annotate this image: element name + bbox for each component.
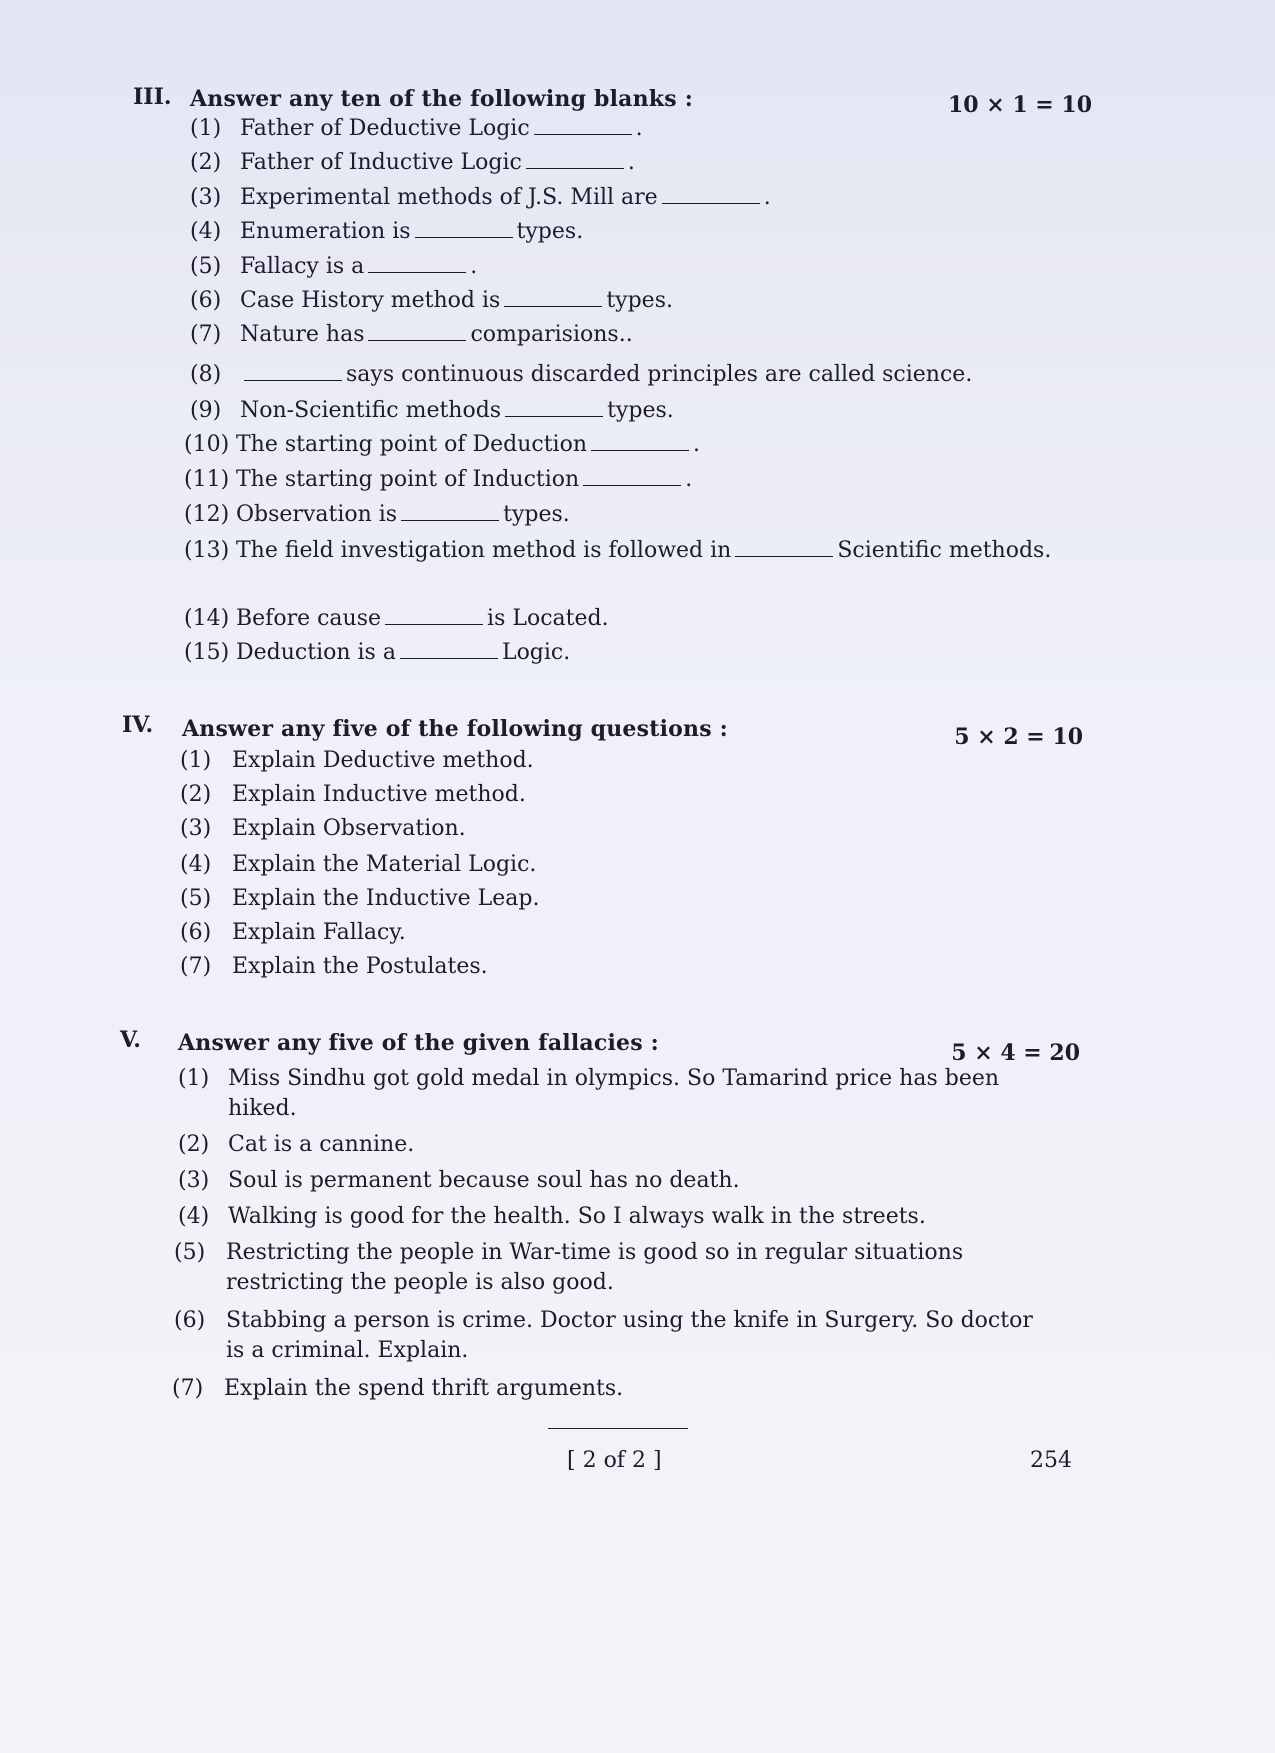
answer-blank[interactable]	[662, 185, 760, 204]
answer-blank[interactable]	[735, 538, 833, 557]
question-text: Explain Deductive method.	[232, 748, 534, 773]
question-number: (11)	[184, 467, 230, 492]
question-text-after: comparisions..	[470, 322, 633, 347]
answer-blank[interactable]	[415, 219, 513, 238]
question-text: Deduction is a	[236, 640, 396, 665]
question-number: (14)	[184, 606, 230, 631]
question-text: Non-Scientific methods	[240, 398, 502, 423]
question-number: (5)	[174, 1240, 206, 1265]
question-number: (5)	[180, 886, 212, 911]
question-number: (1)	[190, 116, 222, 141]
answer-blank[interactable]	[526, 150, 624, 169]
section-marks: 5 × 4 = 20	[951, 1040, 1080, 1066]
answer-blank[interactable]	[368, 322, 466, 341]
question-number: (15)	[184, 640, 230, 665]
question-number: (8)	[190, 362, 222, 387]
question-text-after: types.	[606, 288, 673, 313]
question-text: Miss Sindhu got gold medal in olympics. So Tamarind price has been hiked.	[228, 1066, 1000, 1121]
section-number: III.	[133, 84, 172, 110]
section-heading: Answer any five of the following questions :	[182, 716, 728, 742]
question-text: Restricting the people in War-time is good so in regular situations restricting the people is also good.	[226, 1240, 964, 1295]
question-text: Explain the Inductive Leap.	[232, 886, 540, 911]
question-text: Explain Inductive method.	[232, 782, 526, 807]
question-number: (2)	[178, 1132, 210, 1157]
question-text-after: types.	[516, 219, 584, 244]
answer-blank[interactable]	[505, 398, 603, 417]
answer-blank[interactable]	[244, 362, 342, 381]
question-number: (13)	[184, 538, 230, 563]
question-number: (10)	[184, 432, 230, 457]
question-number: (7)	[180, 954, 212, 979]
section-marks: 10 × 1 = 10	[947, 92, 1092, 118]
question-number: (6)	[180, 920, 212, 945]
question-text: The starting point of Induction	[236, 467, 580, 492]
question-number: (5)	[190, 254, 222, 279]
question-text-after: .	[685, 467, 693, 492]
question-text-after: .	[470, 254, 478, 279]
question-number: (1)	[180, 748, 212, 773]
section-marks: 5 × 2 = 10	[954, 724, 1083, 750]
question-number: (3)	[190, 185, 222, 210]
end-rule	[548, 1428, 688, 1429]
question-text-after: Scientific methods.	[837, 538, 1052, 563]
question-text-after: types.	[503, 502, 570, 527]
question-text: The starting point of Deduction	[236, 432, 588, 457]
question-number: (1)	[178, 1066, 210, 1091]
question-text-after: is Located.	[487, 606, 609, 631]
question-text-after: .	[627, 150, 635, 175]
question-text-after: types.	[607, 398, 674, 423]
question-text: Walking is good for the health. So I always walk in the streets.	[228, 1204, 926, 1229]
question-number: (3)	[180, 816, 212, 841]
question-number: (4)	[190, 219, 222, 244]
section-number: IV.	[122, 712, 154, 738]
answer-blank[interactable]	[401, 502, 499, 521]
answer-blank[interactable]	[591, 432, 689, 451]
question-text: Cat is a cannine.	[228, 1132, 415, 1157]
section-number: V.	[120, 1027, 141, 1053]
section-heading: Answer any ten of the following blanks :	[190, 86, 694, 112]
question-number: (9)	[190, 398, 222, 423]
question-text: Stabbing a person is crime. Doctor using the knife in Surgery. So doctor is a criminal. Explain.	[226, 1308, 1033, 1363]
answer-blank[interactable]	[534, 116, 632, 135]
question-number: (6)	[174, 1308, 206, 1333]
question-text: The field investigation method is followed in	[236, 538, 732, 563]
question-number: (2)	[190, 150, 222, 175]
question-text: Before cause	[236, 606, 382, 631]
question-number: (7)	[190, 322, 222, 347]
question-text: Fallacy is a	[240, 254, 365, 279]
answer-blank[interactable]	[583, 467, 681, 486]
section-heading: Answer any five of the given fallacies :	[178, 1030, 659, 1056]
question-text: Father of Deductive Logic	[240, 116, 530, 141]
question-number: (2)	[180, 782, 212, 807]
question-number: (12)	[184, 502, 230, 527]
question-text-after: Logic.	[501, 640, 571, 665]
question-number: (4)	[180, 852, 212, 877]
question-number: (7)	[172, 1376, 204, 1401]
paper-code: 254	[1030, 1448, 1072, 1473]
question-text: Explain Fallacy.	[232, 920, 406, 945]
question-text: Enumeration is	[240, 219, 411, 244]
question-text: Soul is permanent because soul has no death.	[228, 1168, 740, 1193]
question-text-after: .	[763, 185, 771, 210]
question-text: Case History method is	[240, 288, 501, 313]
answer-blank[interactable]	[368, 254, 466, 273]
question-text: Experimental methods of J.S. Mill are	[240, 185, 658, 210]
question-text-after: says continuous discarded principles are called science.	[346, 362, 973, 387]
question-text: Explain the Material Logic.	[232, 852, 537, 877]
answer-blank[interactable]	[385, 606, 483, 625]
answer-blank[interactable]	[504, 288, 602, 307]
question-number: (6)	[190, 288, 222, 313]
question-text: Explain the spend thrift arguments.	[224, 1376, 624, 1401]
question-text: Nature has	[240, 322, 365, 347]
page-number: [ 2 of 2 ]	[567, 1448, 662, 1473]
question-number: (4)	[178, 1204, 210, 1229]
answer-blank[interactable]	[400, 640, 498, 659]
question-text: Explain Observation.	[232, 816, 466, 841]
question-text: Observation is	[236, 502, 398, 527]
question-text: Father of Inductive Logic	[240, 150, 522, 175]
question-number: (3)	[178, 1168, 210, 1193]
question-text-after: .	[693, 432, 701, 457]
question-text-after: .	[635, 116, 643, 141]
question-text: Explain the Postulates.	[232, 954, 488, 979]
